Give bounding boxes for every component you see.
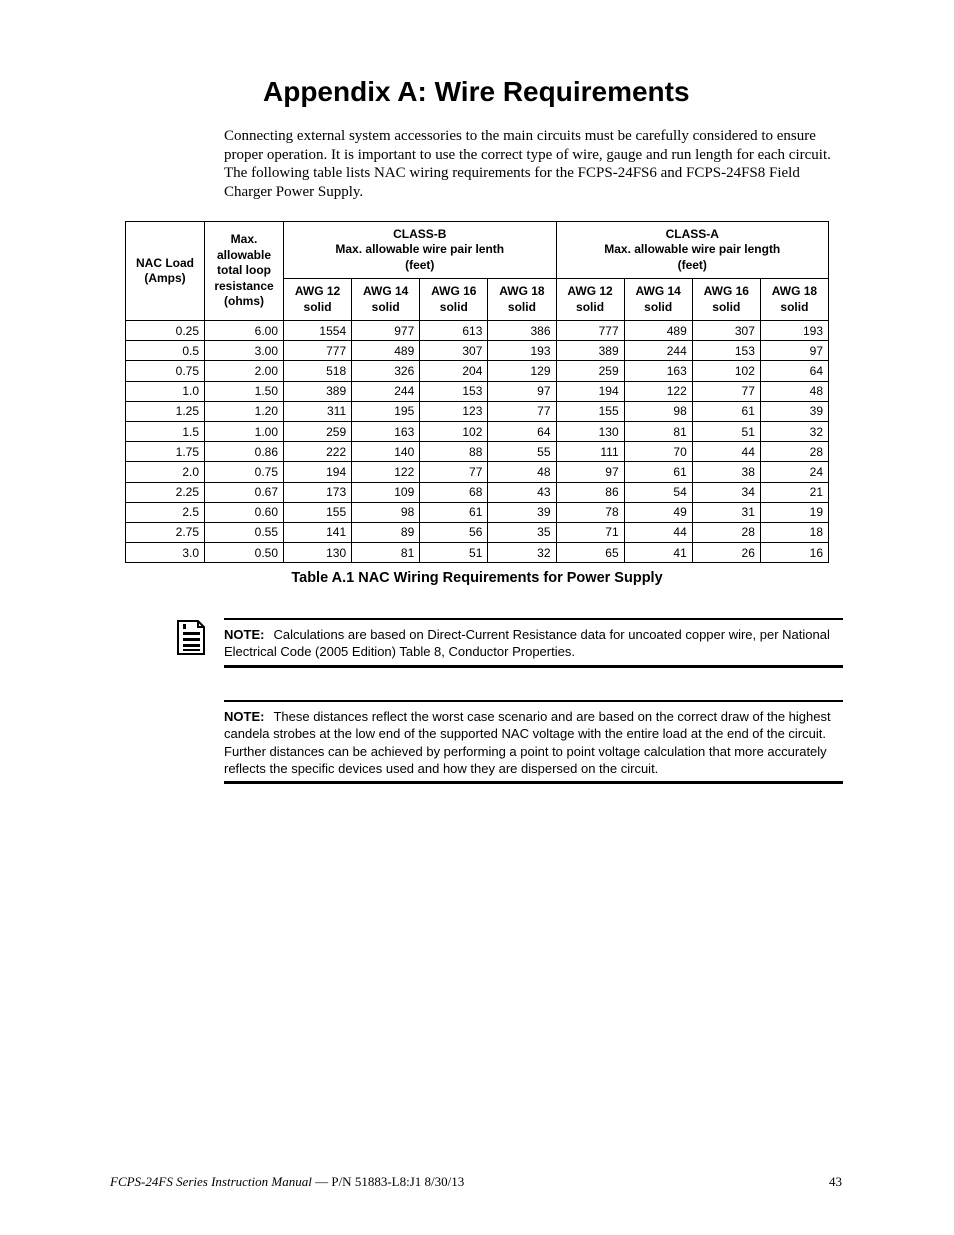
note-body: Calculations are based on Direct-Current Resistance data for uncoated copper wire, per National Electrical Code (2005 Edition) Table 8, Conductor Properties. <box>224 627 830 660</box>
table-cell: 155 <box>284 502 352 522</box>
page-number: 43 <box>829 1174 842 1189</box>
footer-part-number: — P/N 51883-L8:J1 8/30/13 <box>311 1174 465 1189</box>
gauge-type: solid <box>644 299 673 314</box>
table-cell: 222 <box>284 442 352 462</box>
table-cell: 38 <box>692 462 760 482</box>
gauge-label: AWG 14 <box>363 284 409 298</box>
table-cell: 68 <box>420 482 488 502</box>
class-b-name: CLASS-B <box>393 226 447 241</box>
table-cell: 193 <box>488 341 556 361</box>
table-row <box>126 401 829 421</box>
table-cell: 977 <box>352 321 420 341</box>
table-cell: 61 <box>420 502 488 522</box>
table-row <box>126 482 829 502</box>
table-row <box>126 462 829 482</box>
table-cell: 2.00 <box>205 361 284 381</box>
table-cell: 54 <box>624 482 692 502</box>
table-cell: 64 <box>760 361 828 381</box>
table-cell: 129 <box>488 361 556 381</box>
header-class-b-awg12 <box>284 279 352 321</box>
table-cell: 102 <box>692 361 760 381</box>
gauge-type: solid <box>712 299 741 314</box>
table-cell: 98 <box>624 401 692 421</box>
table-cell: 204 <box>420 361 488 381</box>
table-cell: 307 <box>692 321 760 341</box>
gauge-type: solid <box>303 299 332 314</box>
class-a-unit: (feet) <box>677 257 707 272</box>
gauge-type: solid <box>576 299 605 314</box>
table-cell: 153 <box>692 341 760 361</box>
table-row <box>126 381 829 401</box>
table-cell: 141 <box>284 522 352 542</box>
table-cell: 31 <box>692 502 760 522</box>
table-cell: 489 <box>352 341 420 361</box>
table-row <box>126 442 829 462</box>
table-cell: 0.5 <box>126 341 205 361</box>
note-body: These distances reflect the worst case scenario and are based on the correct draw of the highest candela strobes at the low end of the supported NAC voltage with the entire load at the end of the circuit. Further distances can be achieved by performing a point to point voltage calculation that more accurately reflects the specific devices used and how they are dispersed on the circuit. <box>224 709 831 776</box>
table-row <box>126 421 829 441</box>
table-cell: 2.5 <box>126 502 205 522</box>
table-cell: 2.0 <box>126 462 205 482</box>
class-a-name: CLASS-A <box>665 226 719 241</box>
header-nac-load: NAC Load (Amps) <box>126 222 205 321</box>
table-cell: 65 <box>556 543 624 563</box>
gauge-label: AWG 12 <box>294 284 341 298</box>
table-cell: 307 <box>420 341 488 361</box>
table-cell: 1.5 <box>126 421 205 441</box>
table-cell: 0.75 <box>126 361 205 381</box>
table-cell: 19 <box>760 502 828 522</box>
footer-manual-info <box>110 1174 464 1190</box>
table-cell: 21 <box>760 482 828 502</box>
table-cell: 613 <box>420 321 488 341</box>
table-cell: 2.25 <box>126 482 205 502</box>
note-text <box>224 626 843 661</box>
header-class-b-awg14 <box>352 279 420 321</box>
table-row <box>126 502 829 522</box>
table-caption: Table A.1 NAC Wiring Requirements for Power Supply <box>291 570 663 586</box>
table-cell: 28 <box>692 522 760 542</box>
table-cell: 28 <box>760 442 828 462</box>
table-cell: 386 <box>488 321 556 341</box>
table-cell: 777 <box>284 341 352 361</box>
table-row <box>126 341 829 361</box>
table-cell: 173 <box>284 482 352 502</box>
gauge-label: AWG 18 <box>499 284 545 298</box>
header-class-a-awg16 <box>692 279 760 321</box>
table-cell: 1.00 <box>205 421 284 441</box>
table-cell: 77 <box>420 462 488 482</box>
table-cell: 259 <box>284 421 352 441</box>
gauge-type: solid <box>780 299 809 314</box>
table-cell: 518 <box>284 361 352 381</box>
table-cell: 51 <box>692 421 760 441</box>
table-cell: 77 <box>488 401 556 421</box>
table-cell: 64 <box>488 421 556 441</box>
gauge-label: AWG 18 <box>771 284 818 298</box>
table-cell: 32 <box>488 543 556 563</box>
table-cell: 0.75 <box>205 462 284 482</box>
table-cell: 163 <box>624 361 692 381</box>
table-cell: 1554 <box>284 321 352 341</box>
note-distances <box>224 700 843 784</box>
table-cell: 16 <box>760 543 828 563</box>
table-cell: 0.60 <box>205 502 284 522</box>
table-row <box>126 522 829 542</box>
table-cell: 34 <box>692 482 760 502</box>
table-cell: 43 <box>488 482 556 502</box>
table-cell: 1.50 <box>205 381 284 401</box>
table-cell: 326 <box>352 361 420 381</box>
table-cell: 163 <box>352 421 420 441</box>
table-cell: 97 <box>488 381 556 401</box>
table-cell: 102 <box>420 421 488 441</box>
wire-requirements-table <box>125 221 829 563</box>
table-cell: 56 <box>420 522 488 542</box>
table-cell: 193 <box>760 321 828 341</box>
table-cell: 35 <box>488 522 556 542</box>
header-class-b <box>284 222 557 279</box>
table-cell: 49 <box>624 502 692 522</box>
gauge-type: solid <box>371 299 400 314</box>
table-cell: 194 <box>284 462 352 482</box>
table-cell: 81 <box>624 421 692 441</box>
header-class-a-awg14 <box>624 279 692 321</box>
table-cell: 44 <box>692 442 760 462</box>
class-a-subtitle: Max. allowable wire pair length <box>604 242 781 257</box>
header-loop-resistance: Max. allowable total loop resistance (ohms) <box>205 222 284 321</box>
table-row <box>126 361 829 381</box>
table-cell: 389 <box>556 341 624 361</box>
table-cell: 26 <box>692 543 760 563</box>
table-cell: 18 <box>760 522 828 542</box>
table-cell: 3.00 <box>205 341 284 361</box>
table-cell: 70 <box>624 442 692 462</box>
table-cell: 122 <box>352 462 420 482</box>
table-cell: 153 <box>420 381 488 401</box>
table-cell: 1.0 <box>126 381 205 401</box>
table-cell: 32 <box>760 421 828 441</box>
table-cell: 48 <box>760 381 828 401</box>
header-class-b-awg16 <box>420 279 488 321</box>
table-cell: 61 <box>624 462 692 482</box>
table-cell: 489 <box>624 321 692 341</box>
table-cell: 311 <box>284 401 352 421</box>
table-cell: 0.50 <box>205 543 284 563</box>
table-row <box>126 321 829 341</box>
table-row <box>126 543 829 563</box>
note-text <box>224 708 843 777</box>
gauge-type: solid <box>439 299 468 314</box>
gauge-label: AWG 14 <box>635 284 681 298</box>
table-cell: 61 <box>692 401 760 421</box>
table-cell: 97 <box>760 341 828 361</box>
note-icon <box>176 619 206 656</box>
note-label: NOTE: <box>224 709 265 724</box>
table-cell: 97 <box>556 462 624 482</box>
table-cell: 0.25 <box>126 321 205 341</box>
table-cell: 44 <box>624 522 692 542</box>
note-calculations <box>224 618 843 668</box>
table-cell: 39 <box>760 401 828 421</box>
table-cell: 81 <box>352 543 420 563</box>
table-cell: 41 <box>624 543 692 563</box>
table-cell: 71 <box>556 522 624 542</box>
table-cell: 3.0 <box>126 543 205 563</box>
table-cell: 48 <box>488 462 556 482</box>
table-cell: 194 <box>556 381 624 401</box>
table-cell: 0.55 <box>205 522 284 542</box>
table-cell: 123 <box>420 401 488 421</box>
table-cell: 140 <box>352 442 420 462</box>
gauge-label: AWG 12 <box>567 284 613 298</box>
table-cell: 244 <box>624 341 692 361</box>
header-class-a <box>556 222 829 279</box>
note-label: NOTE: <box>224 627 265 642</box>
table-cell: 130 <box>284 543 352 563</box>
gauge-label: AWG 16 <box>431 284 477 298</box>
header-class-a-awg18 <box>760 279 828 321</box>
table-cell: 1.75 <box>126 442 205 462</box>
table-body <box>126 321 829 563</box>
table-cell: 89 <box>352 522 420 542</box>
table-cell: 1.25 <box>126 401 205 421</box>
table-cell: 244 <box>352 381 420 401</box>
table-cell: 6.00 <box>205 321 284 341</box>
table-cell: 77 <box>692 381 760 401</box>
table-cell: 155 <box>556 401 624 421</box>
table-cell: 51 <box>420 543 488 563</box>
table-cell: 55 <box>488 442 556 462</box>
table-cell: 130 <box>556 421 624 441</box>
table-cell: 195 <box>352 401 420 421</box>
table-cell: 1.20 <box>205 401 284 421</box>
table-cell: 109 <box>352 482 420 502</box>
table-cell: 88 <box>420 442 488 462</box>
class-b-unit: (feet) <box>405 257 435 272</box>
table-cell: 0.86 <box>205 442 284 462</box>
table-cell: 389 <box>284 381 352 401</box>
gauge-label: AWG 16 <box>703 284 749 298</box>
table-cell: 24 <box>760 462 828 482</box>
header-class-a-awg12 <box>556 279 624 321</box>
table-cell: 39 <box>488 502 556 522</box>
page-title: Appendix A: Wire Requirements <box>263 76 690 107</box>
class-b-subtitle: Max. allowable wire pair lenth <box>335 242 505 257</box>
table-cell: 2.75 <box>126 522 205 542</box>
table-cell: 259 <box>556 361 624 381</box>
footer-manual-title: FCPS-24FS Series Instruction Manual <box>110 1174 312 1189</box>
table-cell: 78 <box>556 502 624 522</box>
table-cell: 777 <box>556 321 624 341</box>
gauge-type: solid <box>507 299 536 314</box>
intro-paragraph: Connecting external system accessories to the main circuits must be carefully considered to ensure proper operation. It is important to use the correct type of wire, gauge and run length for each circuit. The following table lists NAC wiring requirements for the FCPS-24FS6 and FCPS-24FS8 Field Charger Power Supply. <box>224 128 831 200</box>
table-cell: 111 <box>556 442 624 462</box>
table-cell: 86 <box>556 482 624 502</box>
table-cell: 122 <box>624 381 692 401</box>
header-class-b-awg18 <box>488 279 556 321</box>
table-cell: 0.67 <box>205 482 284 502</box>
table-cell: 98 <box>352 502 420 522</box>
